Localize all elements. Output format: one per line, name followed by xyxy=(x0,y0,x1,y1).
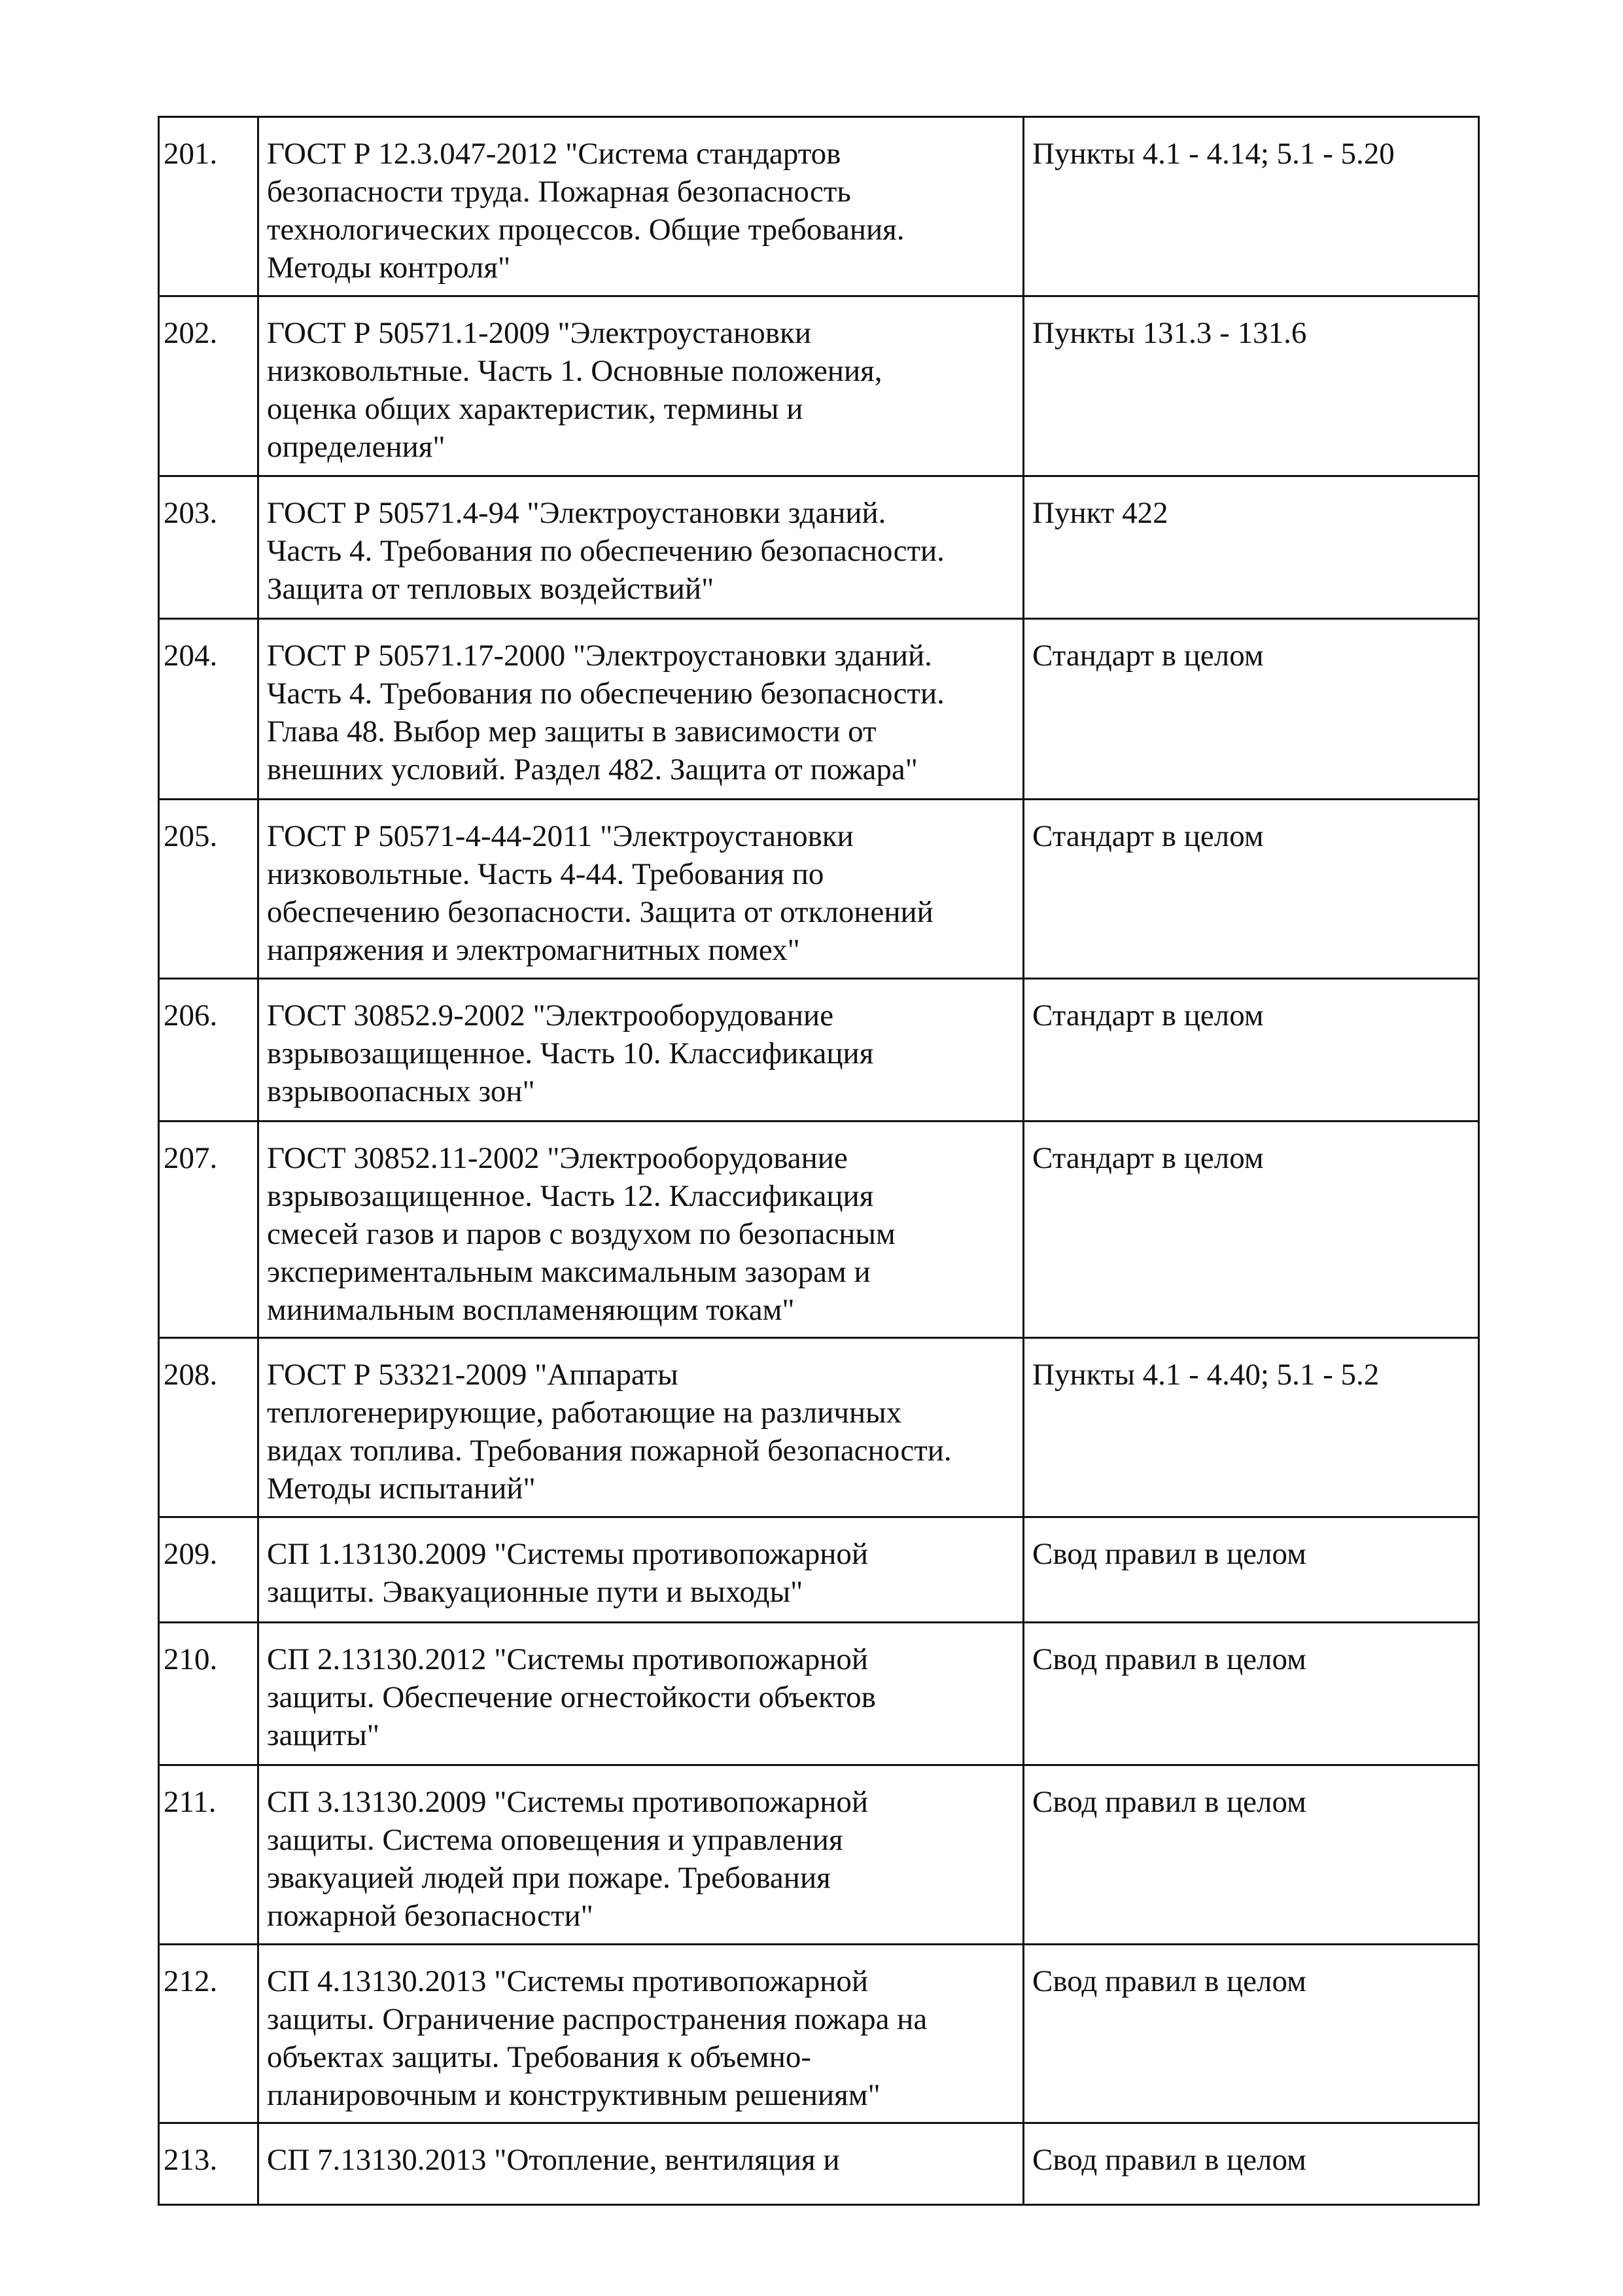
row-number: 205. xyxy=(159,800,258,979)
document-title-line: СП 7.13130.2013 "Отопление, вентиляция и xyxy=(267,2143,840,2177)
table-row xyxy=(159,1765,1479,1945)
document-title-line: Защита от тепловых воздействий" xyxy=(267,572,714,606)
requirement-cell: Свод правил в целом xyxy=(1024,1623,1479,1765)
document-title-line: теплогенерирующие, работающие на различных xyxy=(267,1396,902,1430)
document-title-cell xyxy=(258,1765,1024,1945)
requirement-cell: Стандарт в целом xyxy=(1024,979,1479,1122)
table-row xyxy=(159,476,1479,619)
row-number: 212. xyxy=(159,1945,258,2123)
document-title-cell xyxy=(258,117,1024,296)
document-title-line: определения" xyxy=(267,430,445,464)
row-number: 209. xyxy=(159,1517,258,1623)
document-title-line: пожарной безопасности" xyxy=(267,1899,593,1933)
row-number: 210. xyxy=(159,1623,258,1765)
table-row xyxy=(159,1122,1479,1338)
document-title-line: обеспечению безопасности. Защита от отклонений xyxy=(267,895,934,929)
document-title-line: защиты. Обеспечение огнестойкости объектов xyxy=(267,1680,876,1714)
row-number: 201. xyxy=(159,117,258,296)
document-title-line: ГОСТ Р 50571.17-2000 "Электроустановки зданий. xyxy=(267,639,932,673)
document-title-cell xyxy=(258,979,1024,1122)
table-row xyxy=(159,296,1479,476)
table-row xyxy=(159,1623,1479,1765)
document-title-cell xyxy=(258,800,1024,979)
standards-table-body xyxy=(159,117,1479,2205)
document-title-line: ГОСТ 30852.11-2002 "Электрооборудование xyxy=(267,1141,848,1175)
row-number: 202. xyxy=(159,296,258,476)
requirement-cell: Стандарт в целом xyxy=(1024,619,1479,800)
document-title-line: внешних условий. Раздел 482. Защита от пожара" xyxy=(267,752,918,786)
table-row xyxy=(159,117,1479,296)
document-title-cell xyxy=(258,296,1024,476)
document-title-line: ГОСТ Р 53321-2009 "Аппараты xyxy=(267,1358,678,1392)
document-title-line: СП 2.13130.2012 "Системы противопожарной xyxy=(267,1642,869,1676)
requirement-cell: Стандарт в целом xyxy=(1024,800,1479,979)
document-title-line: Методы испытаний" xyxy=(267,1472,536,1506)
document-title-line: ГОСТ Р 50571.1-2009 "Электроустановки xyxy=(267,316,811,350)
document-title-line: объектах защиты. Требования к объемно- xyxy=(267,2040,812,2074)
row-number: 211. xyxy=(159,1765,258,1945)
document-title-line: взрывоопасных зон" xyxy=(267,1074,535,1108)
document-title-cell xyxy=(258,476,1024,619)
document-title-line: защиты. Ограничение распространения пожара на xyxy=(267,2002,928,2036)
document-title-cell xyxy=(258,619,1024,800)
requirement-cell: Свод правил в целом xyxy=(1024,1765,1479,1945)
document-title-cell xyxy=(258,1623,1024,1765)
document-title-line: СП 4.13130.2013 "Системы противопожарной xyxy=(267,1964,869,1998)
row-number: 206. xyxy=(159,979,258,1122)
document-title-cell xyxy=(258,1945,1024,2123)
row-number: 208. xyxy=(159,1338,258,1517)
document-title-line: ГОСТ Р 12.3.047-2012 "Система стандартов xyxy=(267,137,841,171)
document-title-line: безопасности труда. Пожарная безопасность xyxy=(267,175,851,209)
document-title-line: ГОСТ Р 50571.4-94 "Электроустановки зданий. xyxy=(267,496,886,530)
document-title-line: ГОСТ 30852.9-2002 "Электрооборудование xyxy=(267,998,834,1033)
requirement-cell: Свод правил в целом xyxy=(1024,1517,1479,1623)
requirement-cell: Пункты 4.1 - 4.14; 5.1 - 5.20 xyxy=(1024,117,1479,296)
row-number: 203. xyxy=(159,476,258,619)
document-title-line: планировочным и конструктивным решениям" xyxy=(267,2078,881,2112)
document-title-line: взрывозащищенное. Часть 12. Классификация xyxy=(267,1179,874,1213)
table-row xyxy=(159,2123,1479,2205)
document-title-line: эвакуацией людей при пожаре. Требования xyxy=(267,1861,831,1895)
document-title-line: защиты" xyxy=(267,1718,380,1752)
row-number: 213. xyxy=(159,2123,258,2205)
document-title-line: смесей газов и паров с воздухом по безопасным xyxy=(267,1217,896,1251)
document-title-line: защиты. Эвакуационные пути и выходы" xyxy=(267,1575,803,1609)
document-title-line: Методы контроля" xyxy=(267,251,511,285)
requirement-cell: Стандарт в целом xyxy=(1024,1122,1479,1338)
document-title-line: видах топлива. Требования пожарной безопасности. xyxy=(267,1434,952,1468)
document-title-line: напряжения и электромагнитных помех" xyxy=(267,933,800,967)
document-title-line: оценка общих характеристик, термины и xyxy=(267,392,803,426)
document-title-line: экспериментальным максимальным зазорам и xyxy=(267,1255,871,1289)
table-row xyxy=(159,979,1479,1122)
document-title-line: ГОСТ Р 50571-4-44-2011 "Электроустановки xyxy=(267,819,854,853)
document-title-line: Глава 48. Выбор мер защиты в зависимости от xyxy=(267,715,877,749)
table-row xyxy=(159,1945,1479,2123)
standards-table xyxy=(158,116,1480,2206)
document-title-line: Часть 4. Требования по обеспечению безопасности. xyxy=(267,677,945,711)
requirement-cell: Пункты 131.3 - 131.6 xyxy=(1024,296,1479,476)
document-title-line: низковольтные. Часть 4-44. Требования по xyxy=(267,857,824,891)
requirement-cell: Свод правил в целом xyxy=(1024,2123,1479,2205)
document-title-line: минимальным воспламеняющим токам" xyxy=(267,1293,795,1327)
document-title-line: низковольтные. Часть 1. Основные положения, xyxy=(267,354,882,388)
requirement-cell: Пункты 4.1 - 4.40; 5.1 - 5.2 xyxy=(1024,1338,1479,1517)
document-title-line: защиты. Система оповещения и управления xyxy=(267,1823,843,1857)
table-row xyxy=(159,619,1479,800)
requirement-cell: Пункт 422 xyxy=(1024,476,1479,619)
document-title-cell xyxy=(258,2123,1024,2205)
document-title-line: СП 3.13130.2009 "Системы противопожарной xyxy=(267,1785,869,1819)
requirement-cell: Свод правил в целом xyxy=(1024,1945,1479,2123)
document-title-cell xyxy=(258,1517,1024,1623)
document-title-line: взрывозащищенное. Часть 10. Классификация xyxy=(267,1036,874,1070)
document-title-cell xyxy=(258,1122,1024,1338)
document-title-cell xyxy=(258,1338,1024,1517)
table-row xyxy=(159,800,1479,979)
document-title-line: СП 1.13130.2009 "Системы противопожарной xyxy=(267,1537,869,1571)
table-row xyxy=(159,1517,1479,1623)
row-number: 207. xyxy=(159,1122,258,1338)
row-number: 204. xyxy=(159,619,258,800)
document-title-line: технологических процессов. Общие требования. xyxy=(267,213,905,247)
document-title-line: Часть 4. Требования по обеспечению безопасности. xyxy=(267,534,945,568)
table-row xyxy=(159,1338,1479,1517)
